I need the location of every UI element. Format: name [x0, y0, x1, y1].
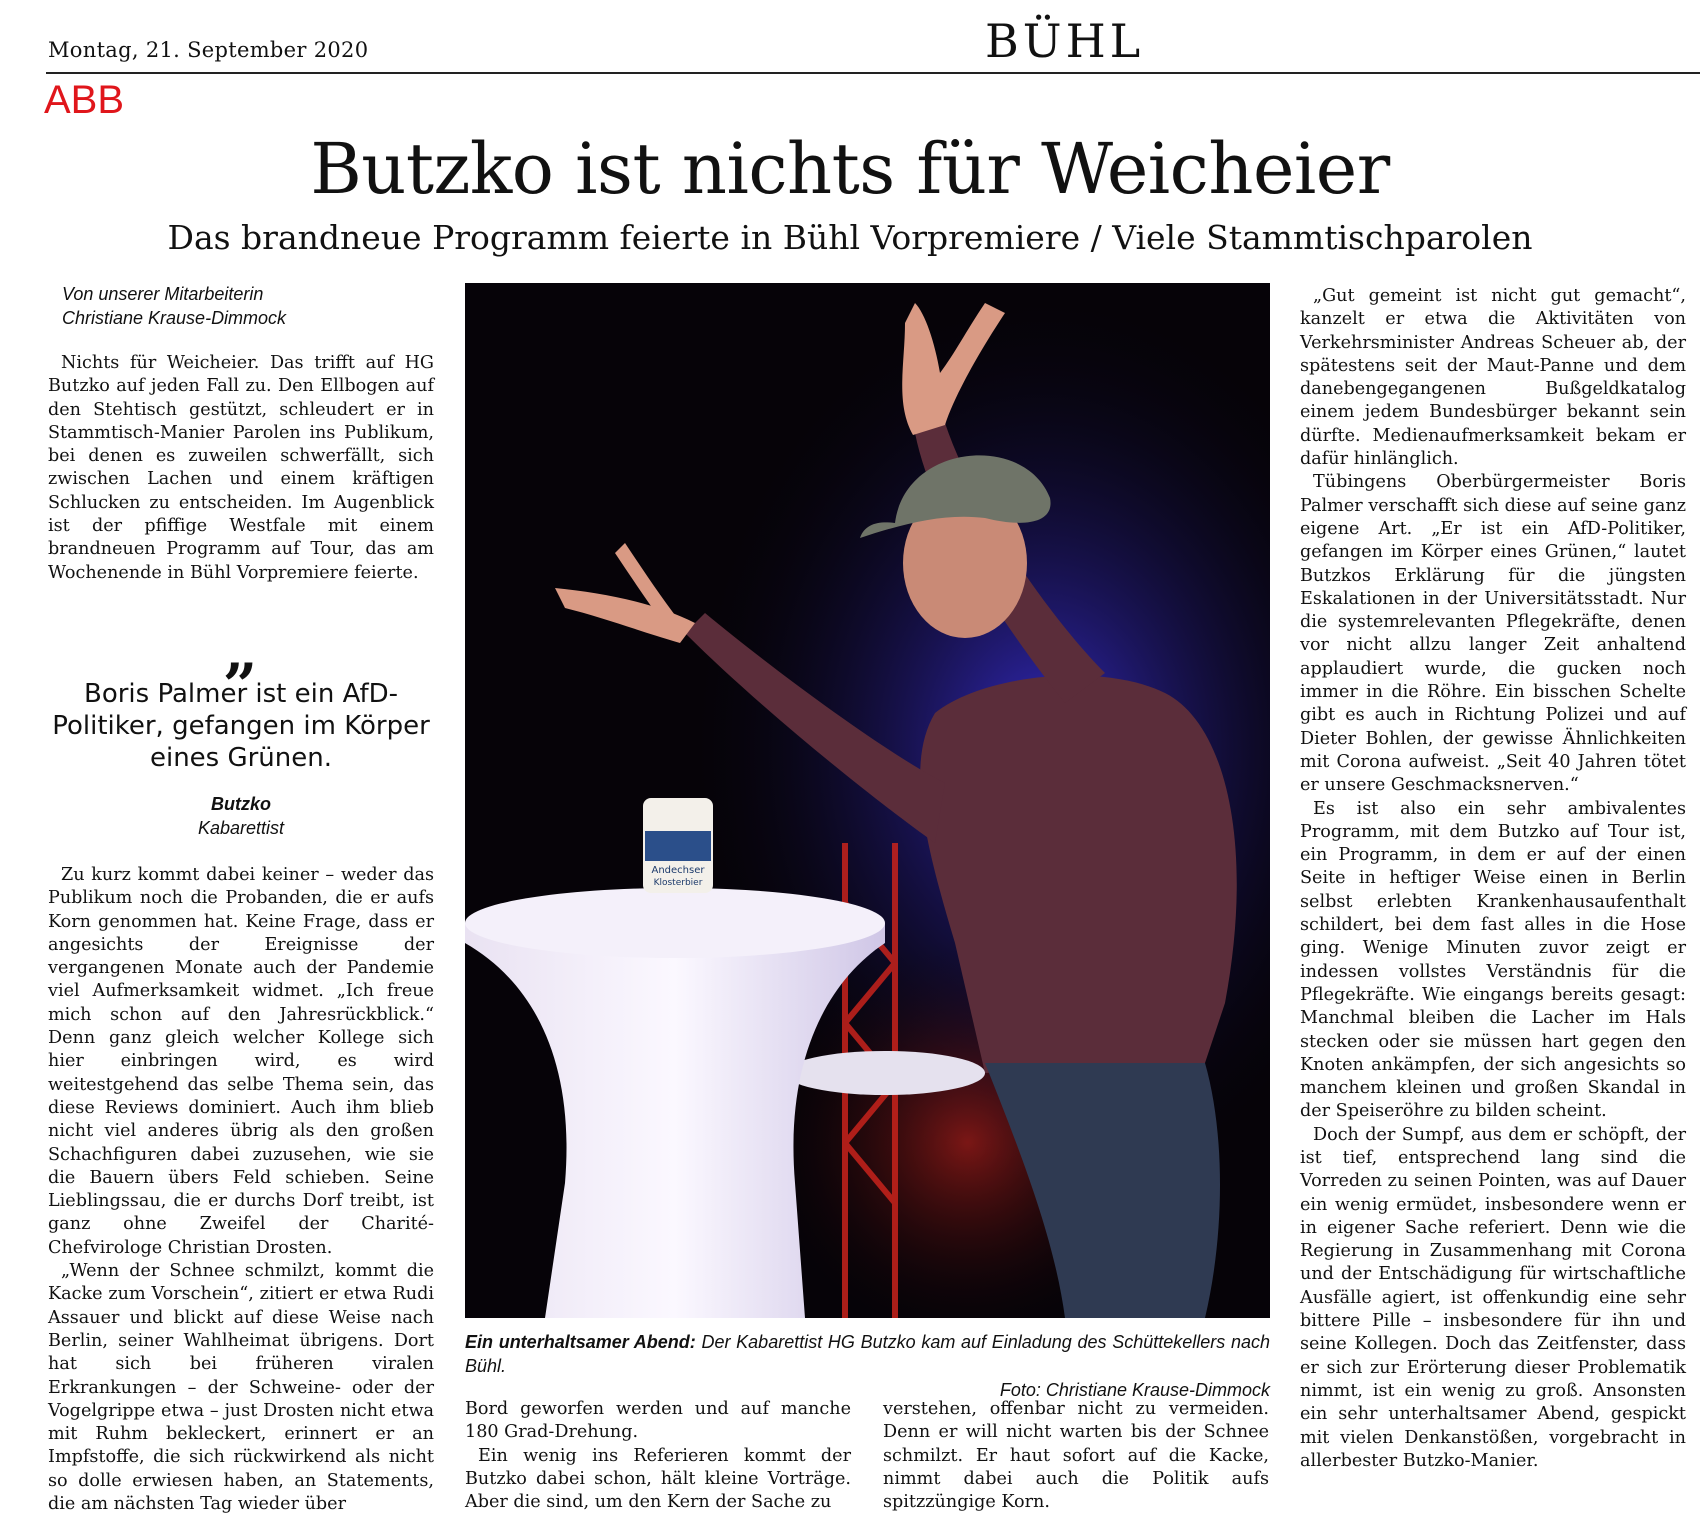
column-1-bottom [48, 864, 434, 1516]
paragraph: Bord geworfen werden und auf manche 180 Grad-Drehung. [465, 1399, 851, 1443]
byline-role: Von unserer Mitarbeiterin [62, 284, 264, 304]
paragraph: Nichts für Weicheier. Das trifft auf HG Butzko auf jeden Fall zu. Den Ellbogen auf den Stehtisch gestützt, schleudert er in Stammtisch-Manier Parolen ins Publikum, bei denen es zuweilen schwerfällt, sich zwischen Lachen und einem kräftigen Schlucken zu entscheiden. Im Augenblick ist der pfiffige Westfale mit einem brandneuen Programm auf Tour, das am Wochenende in Bühl Vorpremiere feierte. [48, 353, 434, 583]
paragraph: „Wenn der Schnee schmilzt, kommt die Kacke zum Vorschein“, zitiert er etwa Rudi Assauer und blickt auf diese Weise nach Berlin, seiner Wahlheimat übrigens. Dort hat sich bei früheren viralen Erkrankungen – der Schweine- oder der Vogelgrippe etwa – just Drosten nicht etwa mit Ruhm bekleckert, erinnert er an Impfstoffe, die sich rückwirkend als nicht so dolle erwiesen haben, an Statements, die am nächsten Tag wieder über [48, 1261, 434, 1515]
column-3 [883, 1398, 1269, 1514]
photo-illustration [465, 283, 1270, 1318]
photo-credit: Foto: Christiane Krause-Dimmock [999, 1380, 1270, 1400]
paragraph: verstehen, offenbar nicht zu vermeiden. Denn er will nicht warten bis der Schnee schmilzt. Er haut sofort auf die Kacke, nimmt dabei auch die Politik aufs spitzzüngige Korn. [883, 1399, 1269, 1513]
column-4 [1300, 285, 1686, 1473]
caption-text: Der Kabarettist HG Butzko kam auf Einladung des Schüttekellers nach Bühl. [465, 1332, 1270, 1376]
pullquote-name: Butzko [211, 794, 271, 814]
subheadline: Das brandneue Programm feierte in Bühl Vorpremiere / Viele Stammtischparolen [167, 218, 1533, 257]
byline-author: Christiane Krause-Dimmock [62, 308, 287, 328]
mug-label-brand: Andechser [651, 865, 705, 876]
mug-label-type: Klosterbier [653, 878, 703, 888]
byline [62, 282, 286, 330]
header-rule [46, 72, 1700, 74]
issue-date: Montag, 21. September 2020 [48, 38, 369, 62]
paragraph: „Gut gemeint ist nicht gut gemacht“, kanzelt er etwa die Aktivitäten von Verkehrsminister Andreas Scheuer ab, der spätestens seit der Maut-Panne und dem danebengegangenen Bußgeldkatalog einem jedem Bundesbürger bekannt sein dürfte. Medienaufmerksamkeit bekam er dafür hinlänglich. [1300, 286, 1686, 470]
pullquote-mark: „ [223, 617, 259, 687]
pullquote-role: Kabarettist [197, 818, 285, 838]
pullquote-text: Boris Palmer ist ein AfD-Politiker, gefangen im Körper eines Grünen. [52, 679, 430, 773]
paragraph: Es ist also ein sehr ambivalentes Programm, mit dem Butzko auf Tour ist, ein Programm, in dem er auf der einen Seite in heftiger Weise einen in Berlin selbst erlebten Krankenhausaufenthalt schildert, bei dem fast alles in die Hose ging. Wenige Minuten zuvor zeigt er indessen vollstes Verständnis für die Pflegekräfte. Wie eingangs bereits gesagt: Manchmal bleiben die Lacher im Hals stecken oder sie müssen hart gegen den Knoten ankämpfen, der sich angesichts so manchem kleinen und großen Skandal in der Speiseröhre zu bilden scheint. [1300, 798, 1686, 1122]
source-tag: ABB [44, 78, 125, 122]
caption-lead: Ein unterhaltsamer Abend: [465, 1332, 696, 1352]
paragraph: Tübingens Oberbürgermeister Boris Palmer verschafft sich diese auf seine ganz eigene Art. „Er ist ein AfD-Politiker, gefangen im Körper eines Grünen,“ lautet Butzkos Erklärung für die jüngsten Eskalationen in der Universitätsstadt. Nur die systemrelevanten Pflegekräfte, denen vor nicht allzu langer Zeit anhaltend applaudiert wurde, die gucken noch immer in die Röhre. Ein bisschen Schelte gibt es auch in Richtung Polizei und auf Dieter Bohlen, der gewisse Ähnlichkeiten mit Corona aufweist. „Seit 40 Jahren tötet er unsere Geschmacksnerven.“ [1300, 472, 1686, 796]
column-1-top [48, 352, 434, 585]
paragraph: Doch der Sumpf, aus dem er schöpft, der ist tief, entsprechend lang sind die Vorreden zu seinen Pointen, was auf Dauer ein wenig ermüdet, insbesondere wenn er in eigener Sache referiert. Denn wie die Regierung in Zusammenhang mit Corona und der Entschädigung für wirtschaftliche Ausfälle agiert, ist offenkundig eine sehr bittere Pille – insbesondere für ihn und seine Kollegen. Doch das Zeitfenster, dass er sich zur Erörterung dieser Problematik nimmt, ist ein wenig zu groß. Ansonsten ein sehr unterhaltsamer Abend, gespickt mit vielen Denkanstößen, vorgebracht in allerbester Butzko-Manier. [1300, 1124, 1686, 1471]
section-title: BÜHL [985, 14, 1145, 68]
headline: Butzko ist nichts für Weicheier [310, 128, 1390, 210]
paragraph: Zu kurz kommt dabei keiner – weder das Publikum noch die Probanden, die er aufs Korn genommen hat. Keine Frage, dass er angesichts der Ereignisse der vergangenen Monate auch der Pandemie viel Aufmerksamkeit widmet. „Ich freue mich schon auf den Jahresrückblick.“ Denn ganz gleich welcher Kollege sich hier einbringen wird, es wird weitestgehend das selbe Thema sein, das diese Reviews dominiert. Auch ihm blieb nicht viel anderes übrig als den großen Schachfiguren dabei zuzusehen, wie sie die Bauern übers Feld schieben. Seine Lieblingssau, die er durchs Dorf treibt, ist ganz ohne Zweifel der Charité-Chefvirologe Christian Drosten. [48, 865, 434, 1258]
column-2 [465, 1398, 851, 1514]
photo-caption [465, 1330, 1270, 1402]
article-photo [465, 283, 1270, 1318]
paragraph: Ein wenig ins Referieren kommt der Butzko dabei schon, hält kleine Vorträge. Aber die sind, um den Kern der Sache zu [465, 1445, 851, 1513]
